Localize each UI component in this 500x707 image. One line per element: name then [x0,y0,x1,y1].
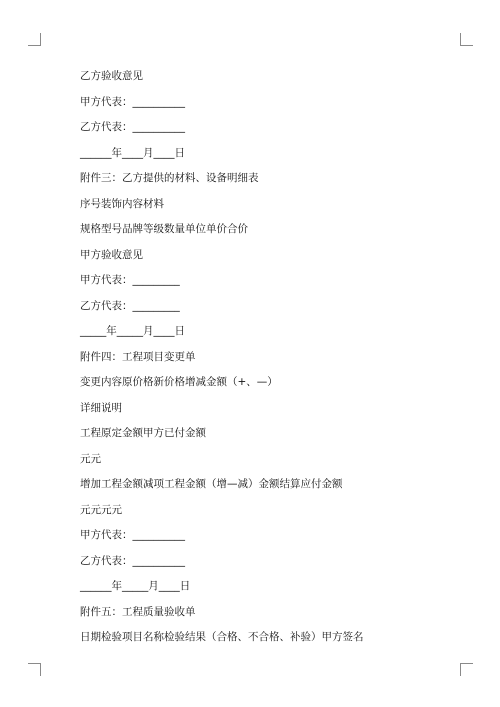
change-table-header: 变更内容原价格新价格增减金额（+、—） [80,376,278,388]
appendix-3-heading: 附件三：乙方提供的材料、设备明细表 [80,172,259,184]
crop-mark-top-right [460,33,473,46]
detail-description: 详细说明 [80,401,122,414]
currency-units-line: 元元 [80,452,101,465]
appendix-4-heading: 附件四：工程项目变更单 [80,350,196,363]
date-line: ______年_____月____日 [80,580,191,592]
crop-mark-bottom-left [28,663,41,676]
date-line: ______年____月____日 [80,146,185,159]
party-a-representative: 甲方代表：__________ [80,95,185,108]
party-b-representative: 乙方代表：_________ [80,299,180,312]
document-body [80,64,410,651]
party-b-representative: 乙方代表：__________ [80,554,185,567]
party-b-representative: 乙方代表：__________ [80,121,185,133]
original-amount-line: 工程原定金额甲方已付金额 [80,427,206,439]
inspection-table-header: 日期检验项目名称检验结果（合格、不合格、补验）甲方签名 [80,631,364,643]
currency-units-line-2: 元元元元 [80,503,122,516]
table-header-row-1: 序号装饰内容材料 [80,197,164,210]
table-header-row-2: 规格型号品牌等级数量单位单价合价 [80,223,248,235]
crop-mark-top-left [28,33,41,46]
party-b-acceptance-opinion: 乙方验收意见 [80,70,143,82]
party-a-representative: 甲方代表：_________ [80,274,180,286]
settlement-amount-line: 增加工程金额减项工程金额（增—减）金额结算应付金额 [80,478,343,490]
appendix-5-heading: 附件五：工程质量验收单 [80,605,196,618]
party-a-representative: 甲方代表：__________ [80,529,185,541]
crop-mark-bottom-right [460,663,473,676]
party-a-acceptance-opinion: 甲方验收意见 [80,248,143,261]
date-line: _____年_____月____日 [80,325,185,337]
